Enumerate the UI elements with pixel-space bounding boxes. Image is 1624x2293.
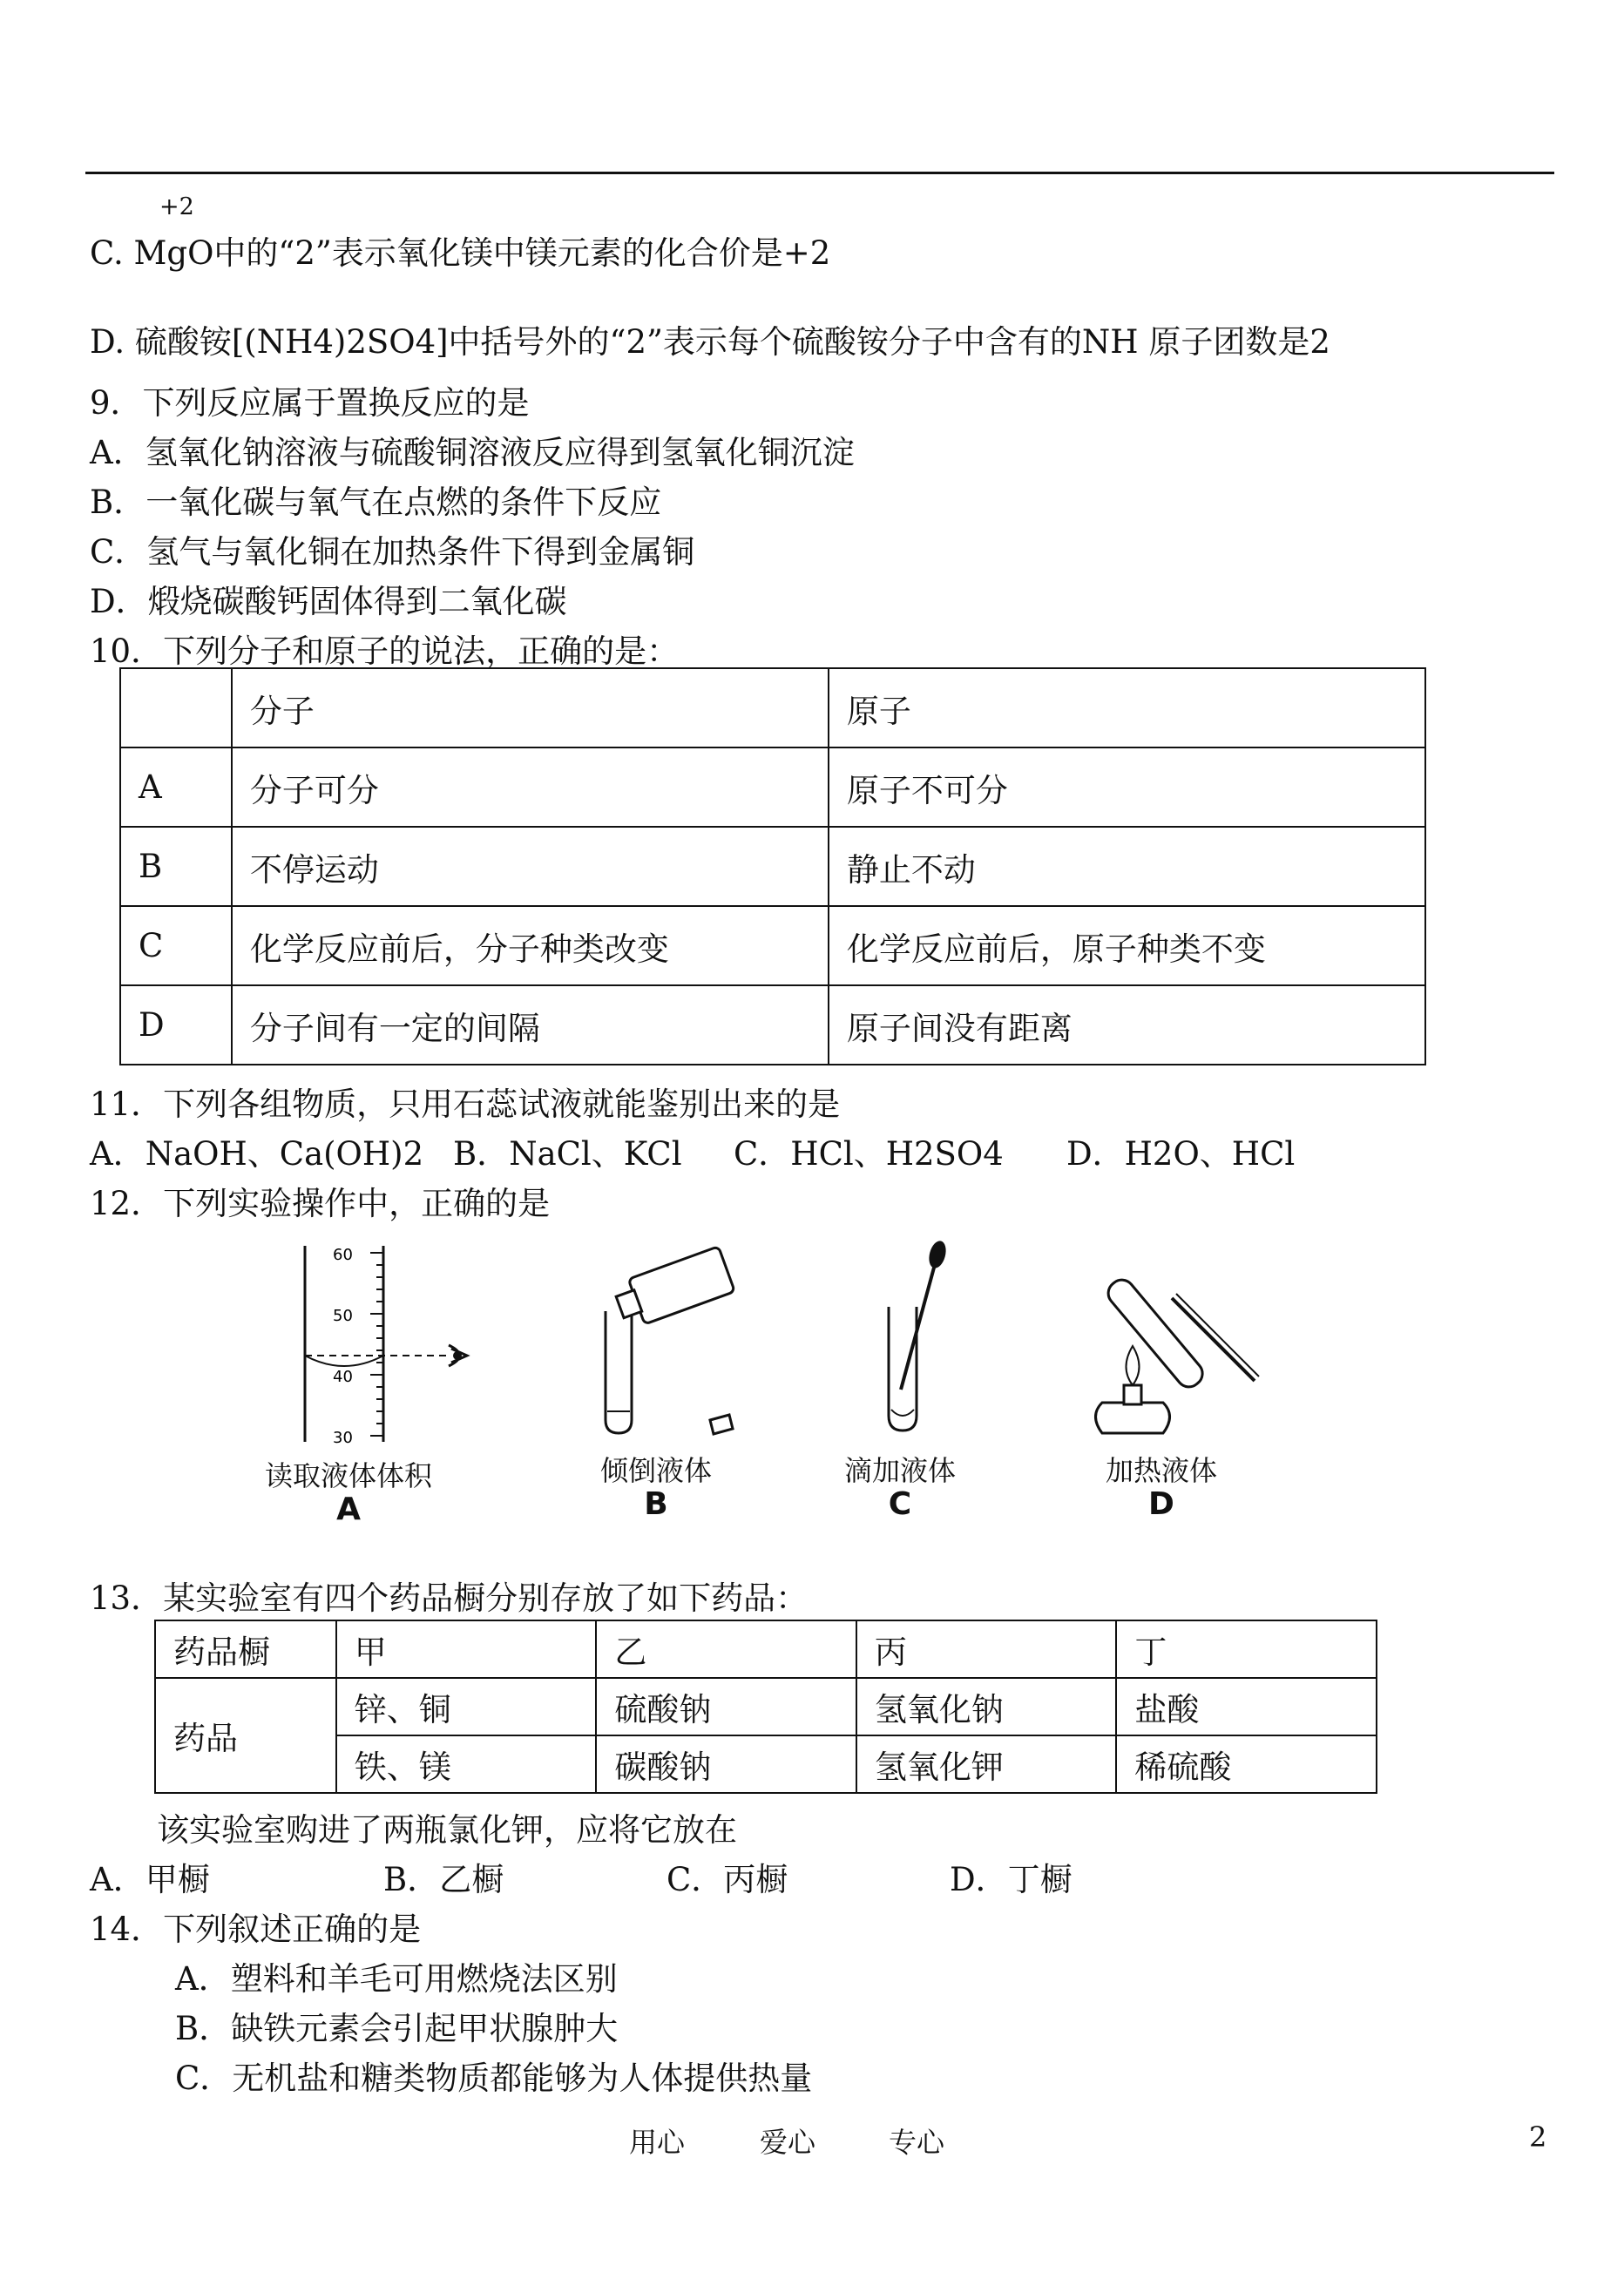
table-cell: 硫酸钠	[596, 1678, 856, 1735]
table-cell: B	[120, 827, 232, 906]
figure-letter: D	[1148, 1486, 1174, 1522]
dropper-figure	[863, 1237, 985, 1437]
table-cell: 锌、铜	[336, 1678, 597, 1735]
heating-liquid-figure	[1067, 1237, 1268, 1446]
q11-stem: 11．下列各组物质，只用石蕊试液就能鉴别出来的是	[90, 1086, 841, 1123]
table-row	[120, 906, 1425, 985]
q9-option-d: D．煅烧碳酸钙固体得到二氧化碳	[90, 583, 567, 620]
table-cell: 原子不可分	[829, 747, 1425, 827]
page-number: 2	[1529, 2121, 1547, 2154]
q9-option-b: B．一氧化碳与氧气在点燃的条件下反应	[90, 484, 662, 521]
q9-stem: 9．下列反应属于置换反应的是	[90, 384, 530, 422]
q11-option-c: C．HCl、H2SO4	[734, 1135, 1004, 1173]
table-cell: 氢氧化钠	[856, 1678, 1117, 1735]
footer-item: 专心	[889, 2126, 945, 2159]
table-cell: 分子间有一定的间隔	[232, 985, 829, 1065]
table-cell: 盐酸	[1116, 1678, 1377, 1735]
q11-option-a: A．NaOH、Ca(OH)2	[90, 1135, 424, 1173]
table-cell	[120, 668, 232, 747]
q8-option-d: D. 硫酸铵[(NH4)2SO4]中括号外的“2”表示每个硫酸铵分子中含有的NH 原子团数是2	[90, 323, 1330, 361]
table-cell: 化学反应前后，分子种类改变	[232, 906, 829, 985]
q14-stem: 14．下列叙述正确的是	[90, 1911, 422, 1948]
figure-caption: 加热液体	[1105, 1454, 1217, 1487]
figure-caption: 读取液体体积	[264, 1459, 432, 1492]
figure-caption: 滴加液体	[843, 1454, 956, 1487]
table-cell: 化学反应前后，原子种类不变	[829, 906, 1425, 985]
table-cell: 原子间没有距离	[829, 985, 1425, 1065]
table-row	[155, 1678, 1377, 1735]
table-row	[120, 747, 1425, 827]
tick-label: 60	[333, 1246, 353, 1264]
valence-superscript: +2	[159, 193, 194, 220]
table-cell: C	[120, 906, 232, 985]
table-row	[155, 1620, 1377, 1678]
table-header-cell: 甲	[336, 1620, 597, 1678]
tick-label: 50	[333, 1307, 353, 1325]
table-cell: 碳酸钠	[596, 1735, 856, 1793]
table-cell: 铁、镁	[336, 1735, 597, 1793]
table-header-cell: 丁	[1116, 1620, 1377, 1678]
table-cell: D	[120, 985, 232, 1065]
table-header-cell: 分子	[232, 668, 829, 747]
tick-label: 30	[333, 1429, 353, 1447]
footer-item: 用心	[629, 2126, 686, 2159]
q11-option-b: B．NaCl、KCl	[453, 1135, 682, 1173]
table-row	[120, 827, 1425, 906]
table-row	[155, 1735, 1377, 1793]
q11-option-d: D．H2O、HCl	[1066, 1135, 1296, 1173]
pouring-liquid-figure	[579, 1237, 754, 1437]
figure-caption: 倾倒液体	[599, 1454, 712, 1487]
graduated-cylinder-figure	[261, 1237, 505, 1455]
tick-label: 40	[333, 1368, 353, 1386]
table-cell: 静止不动	[829, 827, 1425, 906]
figure-letter: C	[888, 1486, 912, 1522]
q13-stem: 13．某实验室有四个药品橱分别存放了如下药品：	[90, 1579, 809, 1617]
table-header-cell: 药品橱	[155, 1620, 336, 1678]
q13-option-a: A．甲橱	[90, 1861, 210, 1898]
table-row	[120, 668, 1425, 747]
q14-option-c: C．无机盐和糖类物质都能够为人体提供热量	[175, 2060, 813, 2097]
table-cell: 不停运动	[232, 827, 829, 906]
q13-option-b: B．乙橱	[383, 1861, 504, 1898]
q13-followup: 该实验室购进了两瓶氯化钾，应将它放在	[157, 1811, 737, 1849]
figure-letter: A	[336, 1491, 361, 1527]
figure-letter: B	[644, 1486, 668, 1522]
q14-option-a: A．塑料和羊毛可用燃烧法区别	[175, 1960, 618, 1998]
q9-option-c: C．氢气与氧化铜在加热条件下得到金属铜	[90, 533, 695, 571]
table-header-cell: 乙	[596, 1620, 856, 1678]
q12-stem: 12．下列实验操作中，正确的是	[90, 1185, 551, 1222]
footer-item: 爱心	[760, 2126, 816, 2159]
q13-table	[154, 1620, 1377, 1794]
q13-option-d: D．丁橱	[950, 1861, 1073, 1898]
q9-option-a: A．氢氧化钠溶液与硫酸铜溶液反应得到氢氧化铜沉淀	[90, 434, 855, 471]
table-cell: 氢氧化钾	[856, 1735, 1117, 1793]
table-row-label: 药品	[155, 1678, 336, 1793]
table-cell: 分子可分	[232, 747, 829, 827]
table-row	[120, 985, 1425, 1065]
table-header-cell: 丙	[856, 1620, 1117, 1678]
table-header-cell: 原子	[829, 668, 1425, 747]
header-rule	[85, 172, 1554, 174]
q13-option-c: C．丙橱	[667, 1861, 788, 1898]
q14-option-b: B．缺铁元素会引起甲状腺肿大	[175, 2010, 619, 2047]
table-cell: 稀硫酸	[1116, 1735, 1377, 1793]
q8-option-c: C. MgO中的“2”表示氧化镁中镁元素的化合价是+2	[90, 234, 831, 272]
table-cell: A	[120, 747, 232, 827]
q10-table	[119, 667, 1426, 1065]
q10-stem: 10．下列分子和原子的说法，正确的是：	[90, 632, 680, 670]
